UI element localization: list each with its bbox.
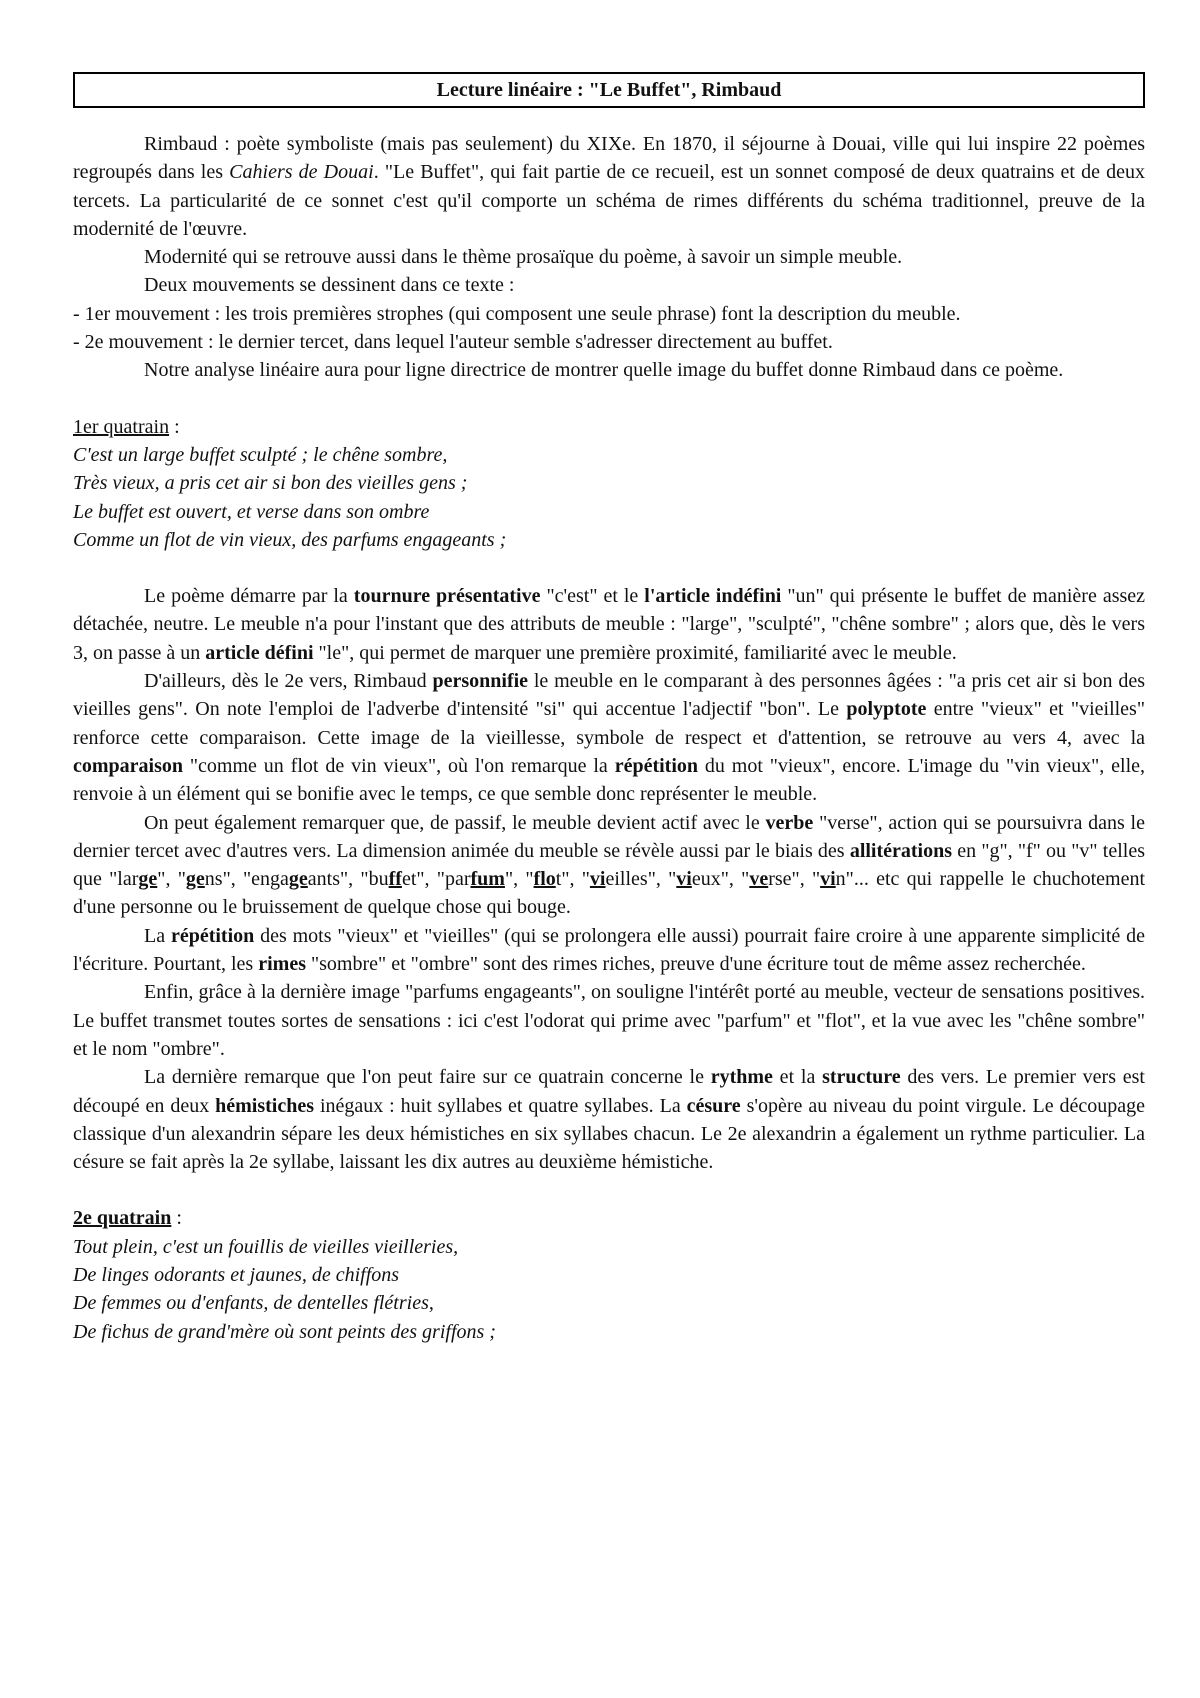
document-body	[73, 130, 1145, 1346]
verse-line: De femmes ou d'enfants, de dentelles flétries,	[73, 1292, 434, 1315]
intro-paragraph: Deux mouvements se dessinent dans ce texte :	[144, 274, 515, 297]
verse-line: De fichus de grand'mère où sont peints des griffons ;	[73, 1320, 496, 1343]
analysis-paragraph: La répétition des mots "vieux" et "vieilles" (qui se prolongera elle aussi) pourrait faire croire à une apparente simplicité de l'écriture. Pourtant, les rimes "sombre" et "ombre" sont des rimes riches, preuve d'une écriture tout de même assez recherchée.	[73, 924, 1146, 976]
analysis-paragraph: Enfin, grâce à la dernière image "parfums engageants", on souligne l'intérêt porté au meuble, vecteur de sensations positives. Le buffet transmet toutes sortes de sensations : ici c'est l'odorat qui prime avec "parfum" et "flot", et la vue avec les "chêne sombre" et le nom "ombre".	[73, 981, 1145, 1060]
verse-line: Tout plein, c'est un fouillis de vieilles vieilleries,	[73, 1235, 459, 1258]
verse-line: Le buffet est ouvert, et verse dans son ombre	[73, 500, 430, 523]
section-heading-quatrain-1: 1er quatrain :	[73, 415, 180, 438]
movement-item: - 2e mouvement : le dernier tercet, dans lequel l'auteur semble s'adresser directement au buffet.	[73, 331, 833, 354]
section-heading-quatrain-2: 2e quatrain :	[73, 1207, 182, 1230]
intro-paragraph: Notre analyse linéaire aura pour ligne directrice de montrer quelle image du buffet donne Rimbaud dans ce poème.	[144, 359, 1064, 382]
analysis-paragraph: D'ailleurs, dès le 2e vers, Rimbaud personnifie le meuble en le comparant à des personnes âgées : "a pris cet air si bon des vieilles gens". On note l'emploi de l'adverbe d'intensité "si" qui accentue l'adjectif "bon". Le polyptote entre "vieux" et "vieilles" renforce cette comparaison. Cette image de la vieillesse, symbole de respect et d'attention, se retrouve au vers 4, avec la comparaison "comme un flot de vin vieux", où l'on remarque la répétition du mot "vieux", encore. L'image du "vin vieux", elle, renvoie à un élément qui se bonifie avec le temps, ce que semble donc représenter le meuble.	[73, 670, 1146, 806]
analysis-paragraph: Le poème démarre par la tournure présentative "c'est" et le l'article indéfini "un" qui présente le buffet de manière assez détachée, neutre. Le meuble n'a pour l'instant que des attributs de meuble : "large", "sculpté", "chêne sombre" ; alors que, dès le vers 3, on passe à un article défini "le", qui permet de marquer une première proximité, familiarité avec le meuble.	[73, 585, 1146, 664]
analysis-paragraph: On peut également remarquer que, de passif, le meuble devient actif avec le verbe "verse", action qui se poursuivra dans le dernier tercet avec d'autres vers. La dimension animée du meuble se révèle aussi par le biais des allitérations en "g", "f" ou "v" telles que "large", "gens", "engageants", "buffet", "parfum", "flot", "vieilles", "vieux", "verse", "vin"... etc qui rappelle le chuchotement d'une personne ou le bruissement de quelque chose qui bouge.	[73, 811, 1146, 919]
intro-paragraph: Modernité qui se retrouve aussi dans le thème prosaïque du poème, à savoir un simple meuble.	[144, 246, 903, 269]
verse-line: C'est un large buffet sculpté ; le chêne sombre,	[73, 443, 448, 466]
document-title: Lecture linéaire : "Le Buffet", Rimbaud	[73, 72, 1145, 108]
verse-line: Comme un flot de vin vieux, des parfums engageants ;	[73, 528, 507, 551]
book-title: Cahiers de Douai	[229, 161, 374, 184]
intro-paragraph: Rimbaud : poète symboliste (mais pas seulement) du XIXe. En 1870, il séjourne à Douai, ville qui lui inspire 22 poèmes regroupés dans les Cahiers de Douai. "Le Buffet", qui fait partie de ce recueil, est un sonnet composé de deux quatrains et de deux tercets. La particularité de ce sonnet c'est qu'il comporte un schéma de rimes différents du schéma traditionnel, preuve de la modernité de l'œuvre.	[73, 133, 1146, 240]
movement-item: - 1er mouvement : les trois premières strophes (qui composent une seule phrase) font la description du meuble.	[73, 302, 961, 325]
verse-line: Très vieux, a pris cet air si bon des vieilles gens ;	[73, 472, 468, 495]
document-page	[73, 72, 1145, 1346]
analysis-paragraph: La dernière remarque que l'on peut faire sur ce quatrain concerne le rythme et la structure des vers. Le premier vers est découpé en deux hémistiches inégaux : huit syllabes et quatre syllabes. La césure s'opère au niveau du point virgule. Le découpage classique d'un alexandrin sépare les deux hémistiches en six syllabes chacun. Le 2e alexandrin a également un rythme particulier. La césure se fait après la 2e syllabe, laissant les dix autres au deuxième hémistiche.	[73, 1066, 1145, 1174]
verse-line: De linges odorants et jaunes, de chiffons	[73, 1263, 400, 1286]
